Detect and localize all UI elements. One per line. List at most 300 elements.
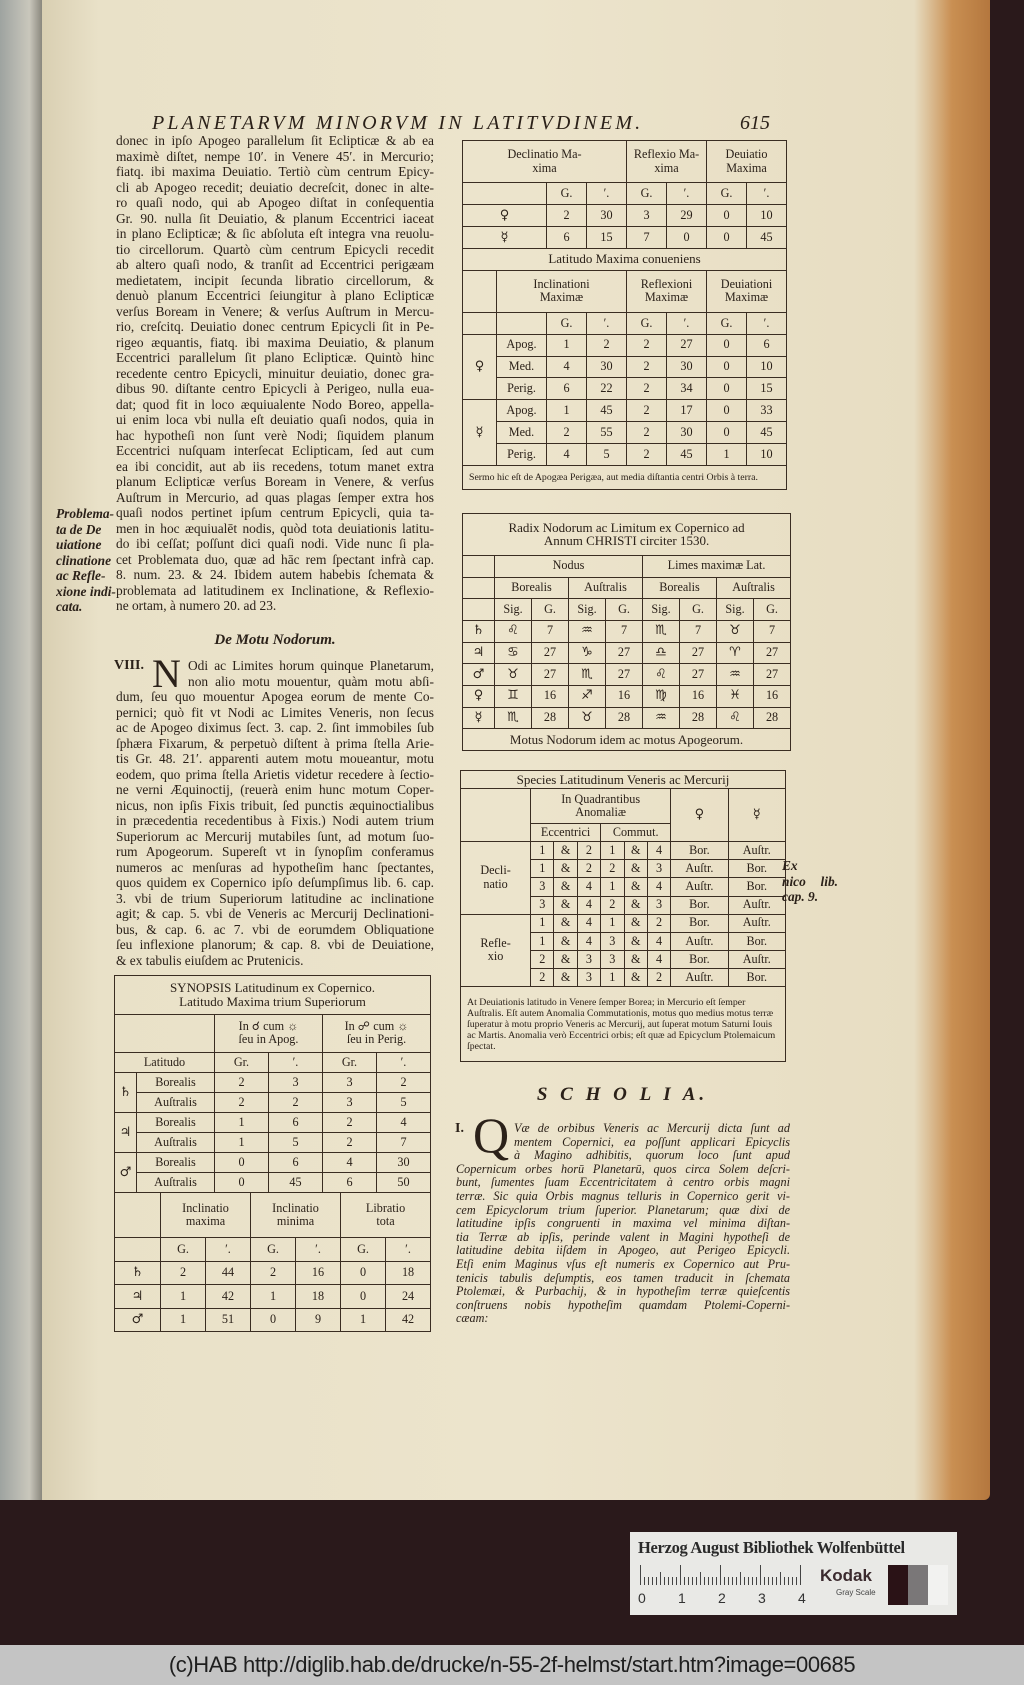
table-cell: 1 — [547, 334, 587, 356]
table-cell: Auſtr. — [671, 878, 728, 896]
table-cell: 0 — [707, 226, 747, 248]
astro-symbol-cell: ♀ — [463, 334, 497, 400]
table-cell: 3 — [647, 860, 670, 878]
table-cell: 2 — [627, 422, 667, 444]
table-cell: 3 — [601, 950, 624, 968]
table-cell — [497, 312, 547, 334]
ruler-tick — [736, 1577, 737, 1585]
text-line: in plano Eclipticæ; & ſic abſoluta eſt integra vna reuolu- — [116, 226, 434, 241]
table-cell: 27 — [680, 642, 717, 664]
table-cell: 7 — [532, 620, 569, 642]
table-cell: 27 — [606, 664, 643, 686]
table-cell: Inclinationi Maximæ — [497, 270, 627, 312]
table-cell: Bor. — [671, 896, 728, 914]
table-cell: 3 — [577, 968, 600, 986]
text-line: clinatione — [56, 552, 112, 568]
table-cell: 4 — [577, 896, 600, 914]
scholia-number: I. — [455, 1121, 464, 1136]
table-cell: Auſtr. — [671, 860, 728, 878]
ruler-tick — [712, 1577, 713, 1585]
table-cell: 7 — [627, 226, 667, 248]
ruler-tick — [660, 1572, 661, 1585]
text-line: rigeo æquantis, fiatq. ibi maxima Deuiatio, & planum — [116, 334, 434, 350]
astro-symbol-cell: ♄ — [115, 1073, 137, 1113]
table-cell: Inclinatio minima — [251, 1193, 341, 1238]
table-cell: Gr. — [215, 1053, 269, 1073]
table-cell: 6 — [269, 1113, 323, 1133]
text-line: do ibi ceſſat; poſſunt dici quaſi nodi. Vide nunc ſi pla- — [116, 536, 434, 551]
table-cell: ′. — [667, 183, 707, 205]
table-cell: 1 — [601, 968, 624, 986]
ruler-tick — [676, 1577, 677, 1585]
table-row — [463, 642, 791, 664]
ruler-tick — [764, 1577, 765, 1585]
text-line: rum Apogeorum. Supereſt vt in ſynopſim conferamus — [116, 844, 434, 859]
table-cell: G. — [754, 599, 791, 621]
table-cell: Gr. — [323, 1053, 377, 1073]
table-cell: 10 — [747, 356, 787, 378]
table-row — [463, 729, 791, 751]
table-cell: 1 — [161, 1308, 206, 1331]
ruler-scale — [640, 1565, 805, 1585]
table-row — [461, 771, 786, 789]
astro-symbol-cell: ♏ — [643, 620, 680, 642]
table-cell: 2 — [577, 842, 600, 860]
table-cell: & — [624, 968, 647, 986]
astro-symbol-cell: ☿ — [728, 789, 785, 842]
table-cell: In ☍ cum ☼ ſeu in Perig. — [323, 1014, 431, 1053]
table-cell: Bor. — [728, 878, 785, 896]
table-cell: 44 — [206, 1261, 251, 1284]
astro-symbol-cell: ♐ — [569, 685, 606, 707]
synopsis-table — [114, 975, 431, 1193]
table-cell: Auſtr. — [671, 932, 728, 950]
ruler-tick — [740, 1572, 741, 1585]
table-cell: 0 — [215, 1172, 269, 1192]
ruler-tick — [704, 1577, 705, 1585]
table-cell: Borealis — [137, 1113, 215, 1133]
gray-scale-caption: Gray Scale — [836, 1588, 876, 1597]
text-line: Superiorum ac Mercurij mutabiles ſunt, ad motum ſuo- — [116, 828, 434, 844]
table-cell: Borealis — [643, 577, 717, 599]
table-cell: ′. — [296, 1238, 341, 1261]
text-line: ſeu inflexione planorum; & cap. 8. vbi de Deuiatione, — [116, 937, 434, 952]
table-cell: Sig. — [643, 599, 680, 621]
table-cell: 6 — [323, 1172, 377, 1192]
ruler-tick — [696, 1577, 697, 1585]
table-row — [463, 312, 787, 334]
text-line: fiatq. ibi maxima Deuiatio. Tertiò cùm centrum Epicy- — [116, 164, 434, 179]
table-cell: & — [554, 950, 577, 968]
table-cell: In ☌ cum ☼ ſeu in Apog. — [215, 1014, 323, 1053]
table-cell: 18 — [386, 1261, 431, 1284]
ruler-tick — [732, 1577, 733, 1585]
table-cell: 2 — [647, 914, 670, 932]
table-cell: 4 — [547, 356, 587, 378]
species-table — [460, 770, 786, 1062]
astro-symbol-cell: ♎ — [643, 642, 680, 664]
text-line: Copernicum orbes horū Planetarū, quos circa Solem deſcri- — [456, 1162, 790, 1176]
text-line: conſtruens nobis hypotheſim quamdam Ptolemi-Coperni- — [456, 1298, 790, 1312]
astro-symbol-cell: ♂ — [115, 1308, 161, 1331]
table-cell: 6 — [269, 1152, 323, 1172]
ruler-tick — [720, 1565, 721, 1585]
gray-swatch-mid — [908, 1565, 928, 1605]
table-cell: 1 — [341, 1308, 386, 1331]
institution-name: Herzog August Bibliothek Wolfenbüttel — [638, 1538, 905, 1557]
text-line: Gr. 90. nulla ſit Deuiatio, & planum Eccentrici iaceat — [116, 210, 434, 226]
table-cell: 45 — [747, 226, 787, 248]
ruler-number: 0 — [638, 1590, 646, 1606]
table-cell: Bor. — [728, 860, 785, 878]
archive-label — [630, 1532, 957, 1615]
table-cell: 2 — [627, 334, 667, 356]
text-line: à Magino adhibitis, quorum loco ſunt apud — [514, 1149, 790, 1163]
table-cell: 1 — [215, 1113, 269, 1133]
table-row — [463, 465, 787, 489]
table-cell: & — [554, 842, 577, 860]
table-caption: Latitudo Maxima conueniens — [463, 248, 787, 270]
text-line: eodem, quo prima ſtella Arietis videtur recedere à ſectio- — [116, 766, 434, 782]
table-cell: G. — [547, 183, 587, 205]
text-line: tenicis tabulis deſumptis, eos tamen traducit in ſchemata — [456, 1271, 790, 1285]
table-cell: 3 — [531, 896, 554, 914]
table-row — [463, 422, 787, 444]
text-line: quaſi nodos pertinet ipſum centrum Epicycli, quia ta- — [116, 505, 434, 520]
table-row — [463, 577, 791, 599]
table-cell: 22 — [587, 378, 627, 400]
ruler-tick — [640, 1565, 641, 1585]
ruler-tick — [648, 1577, 649, 1585]
text-line: & ex tabulis eiuſdem ac Prutenicis. — [116, 952, 304, 968]
table-cell: Limes maximæ Lat. — [643, 555, 791, 577]
text-line: ui enim loca vbi nulla eſt deuiatio quaſi nodos, quia in — [116, 412, 434, 427]
table-cell: 0 — [341, 1261, 386, 1284]
ruler-number: 2 — [718, 1590, 726, 1606]
table-cell: G. — [627, 183, 667, 205]
table-cell: ′. — [206, 1238, 251, 1261]
table-cell: 7 — [377, 1133, 431, 1153]
table-cell: G. — [680, 599, 717, 621]
table-cell: Borealis — [495, 577, 569, 599]
text-line: Eccentrici parallelum ſit plano Eclipticæ. Quintò hinc — [116, 350, 434, 365]
table-cell: 2 — [647, 968, 670, 986]
table-cell: 30 — [667, 356, 707, 378]
table-cell: Sig. — [495, 599, 532, 621]
table-cell: 3 — [323, 1073, 377, 1093]
table-cell: 10 — [747, 205, 787, 227]
table-row — [115, 1261, 431, 1284]
table-cell: 55 — [587, 422, 627, 444]
ruler-tick — [724, 1577, 725, 1585]
table-cell: 51 — [206, 1308, 251, 1331]
table-cell: 0 — [251, 1308, 296, 1331]
table-row — [463, 226, 787, 248]
table-row — [463, 334, 787, 356]
table-cell: 2 — [547, 205, 587, 227]
text-line: problemata ad latitudinem ex Inclinatione, & Reflexio- — [116, 582, 434, 598]
table-cell — [115, 1238, 161, 1261]
table-cell: 10 — [747, 444, 787, 466]
table-cell: Latitudo — [115, 1053, 215, 1073]
ruler-tick — [792, 1577, 793, 1585]
table-cell: Auſtralis — [717, 577, 791, 599]
table-row — [463, 378, 787, 400]
table-cell: 45 — [269, 1172, 323, 1192]
table-cell: 16 — [680, 685, 717, 707]
table-caption: Motus Nodorum idem ac motus Apogeorum. — [463, 729, 791, 751]
astro-symbol-cell: ☿ — [463, 400, 497, 466]
table-cell: 1 — [531, 860, 554, 878]
astro-symbol-cell: ♂ — [463, 664, 495, 686]
table-cell: 5 — [587, 444, 627, 466]
section-paragraph — [116, 651, 434, 968]
text-line: agit; & cap. 5. vbi de Veneris ac Mercurij Declinationi- — [116, 906, 434, 921]
table-cell: 3 — [627, 205, 667, 227]
table-cell: G. — [707, 312, 747, 334]
table-cell: 28 — [680, 707, 717, 729]
table-cell: 5 — [377, 1093, 431, 1113]
table-cell: 0 — [215, 1152, 269, 1172]
table-cell: 4 — [647, 950, 670, 968]
table-row — [115, 1113, 431, 1133]
table-cell — [463, 555, 495, 577]
table-cell: 4 — [577, 878, 600, 896]
table-cell: 28 — [606, 707, 643, 729]
table-cell: Bor. — [671, 914, 728, 932]
text-line: ac de Apogeo diximus ſect. 3. cap. 2. ſint immobiles ſub — [116, 720, 434, 735]
table-cell: ′. — [377, 1053, 431, 1073]
text-line: recedente centro Epicycli, minuitur deuiatio, donec gra- — [116, 365, 434, 381]
table-cell: 2 — [323, 1113, 377, 1133]
astro-symbol-cell: ♏ — [569, 664, 606, 686]
table-cell: 16 — [606, 685, 643, 707]
table-row — [463, 205, 787, 227]
table-row — [115, 1193, 431, 1238]
table-cell: 2 — [601, 860, 624, 878]
astro-symbol-cell: ♍ — [643, 685, 680, 707]
astro-symbol-cell: ♃ — [115, 1285, 161, 1308]
scholia-drop-cap: Q — [473, 1107, 510, 1163]
table-cell: Sig. — [569, 599, 606, 621]
table-cell: Med. — [497, 356, 547, 378]
astro-symbol-cell: ♒ — [569, 620, 606, 642]
table-cell: Auſtralis — [137, 1133, 215, 1153]
ruler-tick — [656, 1577, 657, 1585]
table-cell: & — [624, 842, 647, 860]
text-line: ab altero quaſi nodo, & tranſit ad Eccentrici perigæam — [116, 257, 434, 272]
table-cell: 1 — [251, 1285, 296, 1308]
text-line: tia Terræ ab ipſis, perinde valent in Magini hypotheſi de — [456, 1230, 790, 1244]
table-cell — [463, 312, 497, 334]
text-line: non alio motu mouentur, quàm motu abſi- — [188, 673, 434, 689]
table-cell — [463, 270, 497, 312]
table-cell: 18 — [296, 1285, 341, 1308]
table-cell: 2 — [161, 1261, 206, 1284]
table-cell: 1 — [601, 878, 624, 896]
table-cell: 45 — [747, 422, 787, 444]
table-cell: & — [554, 914, 577, 932]
table-caption: Radix Nodorum ac Limitum ex Copernico ad Annum CHRISTI circiter 1530. — [463, 514, 791, 556]
table-cell: 30 — [587, 356, 627, 378]
table-cell — [463, 183, 547, 205]
table-cell: 28 — [532, 707, 569, 729]
astro-symbol-cell: ♒ — [643, 707, 680, 729]
table-cell: Declinatio Ma- xima — [463, 141, 627, 183]
table-cell: & — [624, 878, 647, 896]
ruler-tick — [788, 1577, 789, 1585]
table-row — [115, 1285, 431, 1308]
text-line: Ptolemæi, & Purbachij, & in hypotheſim terræ quieſcentis — [456, 1285, 790, 1299]
table-cell: 42 — [206, 1285, 251, 1308]
table-cell: Bor. — [728, 968, 785, 986]
table-cell: 33 — [747, 400, 787, 422]
table-row — [463, 400, 787, 422]
table-row — [115, 1238, 431, 1261]
table-cell: 2 — [377, 1073, 431, 1093]
table-cell: 30 — [667, 422, 707, 444]
scholia-heading: S C H O L I A. — [536, 1084, 709, 1105]
table-cell: 1 — [601, 914, 624, 932]
table-cell: Commut. — [601, 824, 671, 842]
table-cell: 4 — [647, 842, 670, 860]
ruler-tick — [728, 1577, 729, 1585]
text-line: Problema- — [56, 506, 115, 521]
table-cell: 45 — [667, 444, 707, 466]
ruler-tick — [784, 1577, 785, 1585]
declination-table — [462, 140, 787, 490]
table-cell: Apog. — [497, 400, 547, 422]
text-line: uiatione — [56, 537, 102, 552]
text-line: nicus, non ipſis Fixis tribuit, ſed punctis æquinoctialibus — [116, 797, 434, 813]
ruler-tick — [692, 1577, 693, 1585]
table-cell: Perig. — [497, 378, 547, 400]
table-cell: Sig. — [717, 599, 754, 621]
ruler-number: 1 — [678, 1590, 686, 1606]
table-cell: 45 — [587, 400, 627, 422]
table-cell: Bor. — [671, 842, 728, 860]
table-cell: 4 — [547, 444, 587, 466]
text-line: dat; quod fit in loco æquiualente Nodo Boreo, appella- — [116, 396, 434, 412]
ruler-tick — [708, 1577, 709, 1585]
table-note: At Deuiationis latitudo in Venere ſemper Borea; in Mercurio eſt ſemper Auſtralis. Eſt autem Anomalia Commutationis, motus quo medius motus terræ ſuperatur à motu proprio Veneris ac Mercurij, aut ſuperat motum Saturni Iouis ac Martis. Anomalia verò Eccentrici orbis; eſt quæ ad Epicyclum Ptolemaicum ſpectat. — [461, 987, 786, 1062]
kodak-logo: Kodak — [820, 1566, 872, 1585]
table-cell: ′. — [667, 312, 707, 334]
astro-symbol-cell: ♒ — [717, 664, 754, 686]
astro-symbol-cell: ♉ — [495, 664, 532, 686]
ruler-tick — [756, 1577, 757, 1585]
text-line: numeros ac menſuras ad hypotheſim hanc ſpectantes, — [116, 859, 434, 875]
astro-symbol-cell: ♄ — [463, 620, 495, 642]
scholia-paragraph — [456, 1122, 790, 1326]
table-cell: 3 — [647, 896, 670, 914]
table-cell: 9 — [296, 1308, 341, 1331]
astro-symbol-cell: ♀ — [463, 205, 547, 227]
table-cell: Eccentrici — [531, 824, 601, 842]
text-line: nico lib. — [782, 873, 838, 889]
table-cell: G. — [532, 599, 569, 621]
table-cell: 34 — [667, 378, 707, 400]
table-cell: 3 — [269, 1073, 323, 1093]
table-row — [115, 976, 431, 1015]
table-cell: G. — [547, 312, 587, 334]
table-cell: In Quadrantibus Anomaliæ — [531, 789, 671, 824]
text-line: ne ortam, à numero 20. ad 23. — [116, 598, 277, 613]
table-cell: Libratio tota — [341, 1193, 431, 1238]
table-cell: & — [624, 914, 647, 932]
table-cell: 2 — [531, 968, 554, 986]
table-cell: & — [554, 932, 577, 950]
astro-symbol-cell: ♉ — [717, 620, 754, 642]
table-row — [463, 444, 787, 466]
table-cell: 2 — [323, 1133, 377, 1153]
table-cell: 0 — [707, 356, 747, 378]
text-line: in præcedentia recedentibus à Fixis.) Nodi autem trium — [116, 813, 434, 828]
table-cell: 4 — [577, 914, 600, 932]
text-line: Væ de orbibus Veneris ac Mercurij dicta ſunt ad — [514, 1122, 790, 1135]
text-line: Eccentrici nuſquam interſecat Eclipticam, ſed aut cum — [116, 443, 434, 458]
ruler-tick — [644, 1577, 645, 1585]
ruler-tick — [776, 1577, 777, 1585]
table-cell: 1 — [707, 444, 747, 466]
table-row — [115, 1308, 431, 1331]
table-row — [115, 1093, 431, 1113]
text-line: ſphæra Fixarum, & perpetuò diſtent à prima ſtella Arie- — [116, 735, 434, 751]
table-cell: Refle- xio — [461, 914, 531, 986]
table-cell: 7 — [680, 620, 717, 642]
table-cell: 15 — [587, 226, 627, 248]
table-cell: 28 — [754, 707, 791, 729]
table-cell: ′. — [587, 183, 627, 205]
astro-symbol-cell: ♄ — [115, 1261, 161, 1284]
table-cell: 0 — [707, 400, 747, 422]
astro-symbol-cell: ♂ — [115, 1152, 137, 1192]
table-cell: & — [624, 950, 647, 968]
text-line: cata. — [56, 599, 83, 614]
table-cell: & — [624, 860, 647, 878]
astro-symbol-cell: ♃ — [463, 642, 495, 664]
table-cell: 3 — [323, 1093, 377, 1113]
table-cell: 1 — [547, 400, 587, 422]
table-cell: Borealis — [137, 1073, 215, 1093]
table-cell: ′. — [269, 1053, 323, 1073]
text-line: ac Refle- — [56, 568, 106, 583]
running-title: PLANETARVM MINORVM IN LATITVDINEM. — [152, 112, 644, 134]
table-row — [463, 664, 791, 686]
astro-symbol-cell: ♋ — [495, 642, 532, 664]
astro-symbol-cell: ☿ — [463, 226, 547, 248]
ruler-tick — [796, 1577, 797, 1585]
text-line: ea ibi concidit, aut ab iis recedens, totum manet extra — [116, 458, 434, 474]
ruler-tick — [716, 1577, 717, 1585]
table-cell: ′. — [747, 312, 787, 334]
table-cell: 4 — [323, 1152, 377, 1172]
ruler-number: 3 — [758, 1590, 766, 1606]
astro-symbol-cell: ♓ — [717, 685, 754, 707]
table-cell: 1 — [531, 914, 554, 932]
text-line: men in hoc æquiualēt nodis, quòd tota deuiationis latitu- — [116, 520, 434, 536]
astro-symbol-cell: ♌ — [643, 664, 680, 686]
text-line: cap. 9. — [782, 889, 819, 904]
table-row — [463, 183, 787, 205]
table-cell: 2 — [627, 378, 667, 400]
table-cell: 29 — [667, 205, 707, 227]
table-row — [463, 141, 787, 183]
table-cell: 0 — [341, 1285, 386, 1308]
text-line: pernici; quò fit vt Nodi ac Limites Veneris, non ſecus — [116, 704, 434, 720]
table-cell: Auſtr. — [671, 968, 728, 986]
astro-symbol-cell: ♀ — [671, 789, 728, 842]
